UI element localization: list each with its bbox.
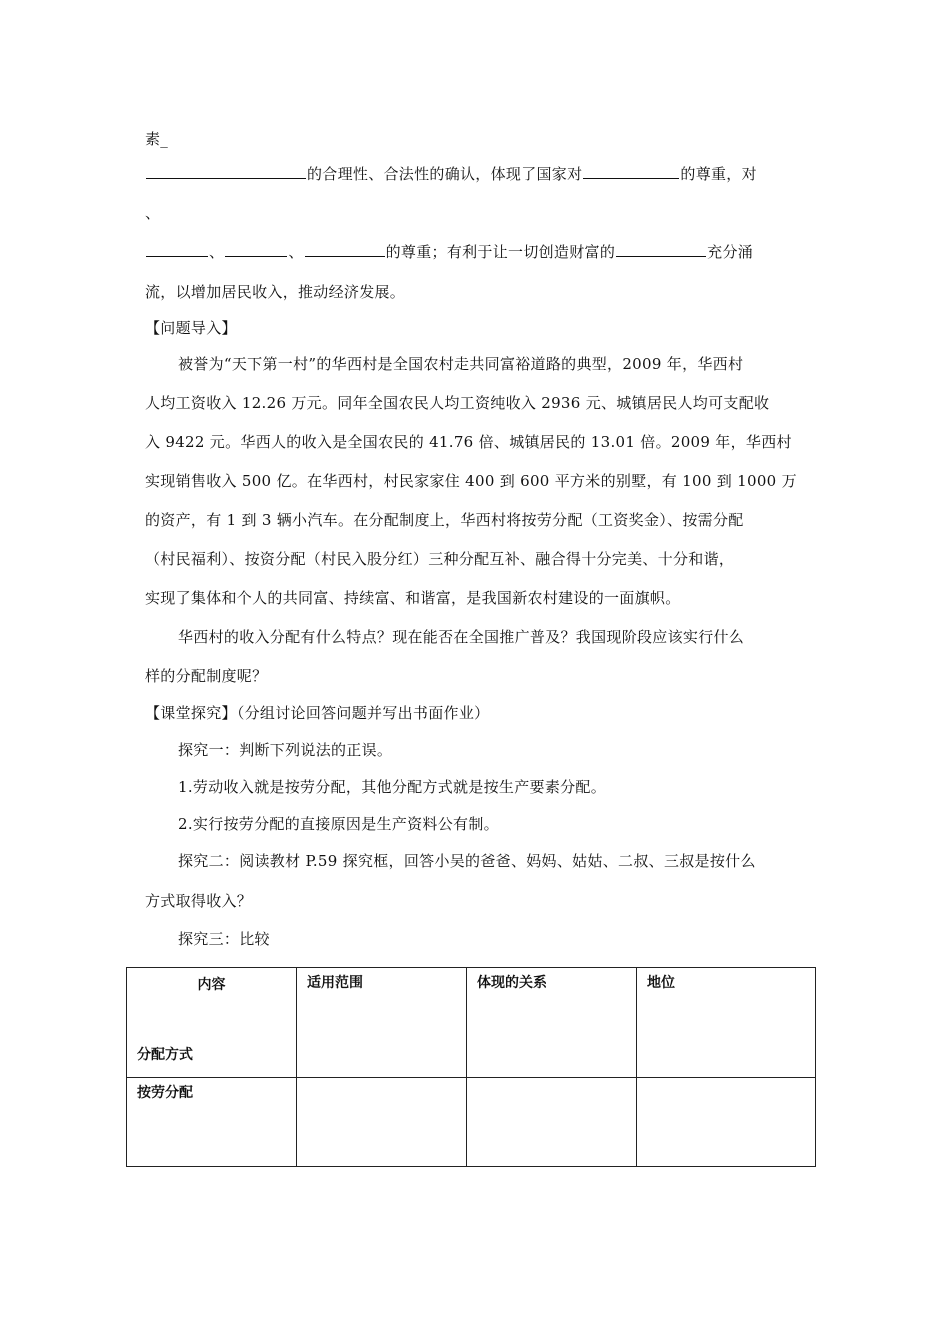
explore-q1-item: 1.劳动收入就是按劳分配，其他分配方式就是按生产要素分配。 [178, 778, 607, 796]
explore-q2-cont: 方式取得收入？ [145, 892, 253, 910]
table-header-cell: 地位 [637, 968, 816, 1078]
intro-line-1: 的合理性、合法性的确认，体现了国家对 的尊重，对 [145, 163, 757, 184]
intro-line-4: 流，以增加居民收入，推动经济发展。 [145, 283, 406, 301]
fill-blank[interactable] [616, 241, 706, 257]
table-corner-cell: 内容 分配方式 [127, 968, 297, 1078]
problem-paragraph-line: 实现销售收入 500 亿。在华西村，村民家家住 400 到 600 平方米的别墅，有 100 到 1000 万 [145, 472, 797, 490]
table-answer-cell[interactable] [637, 1078, 816, 1167]
fill-blank[interactable] [225, 241, 287, 257]
table-header-cell: 适用范围 [297, 968, 467, 1078]
problem-paragraph-line: 被誉为“天下第一村”的华西村是全国农村走共同富裕道路的典型，2009 年，华西村 [178, 355, 744, 373]
fill-blank[interactable] [146, 241, 208, 257]
explore-q3: 探究三：比较 [178, 930, 270, 948]
table-row-label: 按劳分配 [127, 1078, 297, 1167]
intro-line-2: 、 [145, 204, 161, 222]
problem-paragraph-line: 人均工资收入 12.26 万元。同年全国农民人均工资纯收入 2936 元、城镇居民人均可支配收 [145, 394, 770, 412]
explore-heading: 【课堂探究】（分组讨论回答问题并写出书面作业） [145, 704, 490, 722]
table-answer-cell[interactable] [297, 1078, 467, 1167]
question-line: 华西村的收入分配有什么特点？现在能否在全国推广普及？我国现阶段应该实行什么 [178, 628, 745, 646]
table-row [127, 1078, 816, 1167]
intro-line-0: 素_ [145, 130, 169, 148]
problem-paragraph-line: 的资产，有 1 到 3 辆小汽车。在分配制度上，华西村将按劳分配（工资奖金）、按需分配 [145, 511, 744, 529]
table-answer-cell[interactable] [467, 1078, 637, 1167]
explore-q1: 探究一：判断下列说法的正误。 [178, 741, 393, 759]
problem-paragraph-line: 实现了集体和个人的共同富、持续富、和谐富，是我国新农村建设的一面旗帜。 [145, 589, 681, 607]
fill-blank[interactable] [146, 163, 306, 179]
problem-paragraph-line: （村民福利）、按资分配（村民入股分红）三种分配互补、融合得十分完美、十分和谐， [145, 550, 735, 568]
question-line: 样的分配制度呢？ [145, 667, 268, 685]
intro-line-3: 、 、 的尊重；有利于让一切创造财富的 充分涌 [145, 241, 753, 262]
explore-q1-item: 2.实行按劳分配的直接原因是生产资料公有制。 [178, 815, 499, 833]
fill-blank[interactable] [305, 241, 385, 257]
explore-q2: 探究二：阅读教材 P.59 探究框，回答小吴的爸爸、妈妈、姑姑、二叔、三叔是按什么 [178, 852, 756, 870]
problem-heading: 【问题导入】 [145, 319, 237, 337]
fill-blank[interactable] [583, 163, 679, 179]
comparison-table [126, 967, 816, 1167]
table-header-row [127, 968, 816, 1078]
table-header-cell: 体现的关系 [467, 968, 637, 1078]
problem-paragraph-line: 入 9422 元。华西人的收入是全国农民的 41.76 倍、城镇居民的 13.01 倍。2009 年，华西村 [145, 433, 792, 451]
